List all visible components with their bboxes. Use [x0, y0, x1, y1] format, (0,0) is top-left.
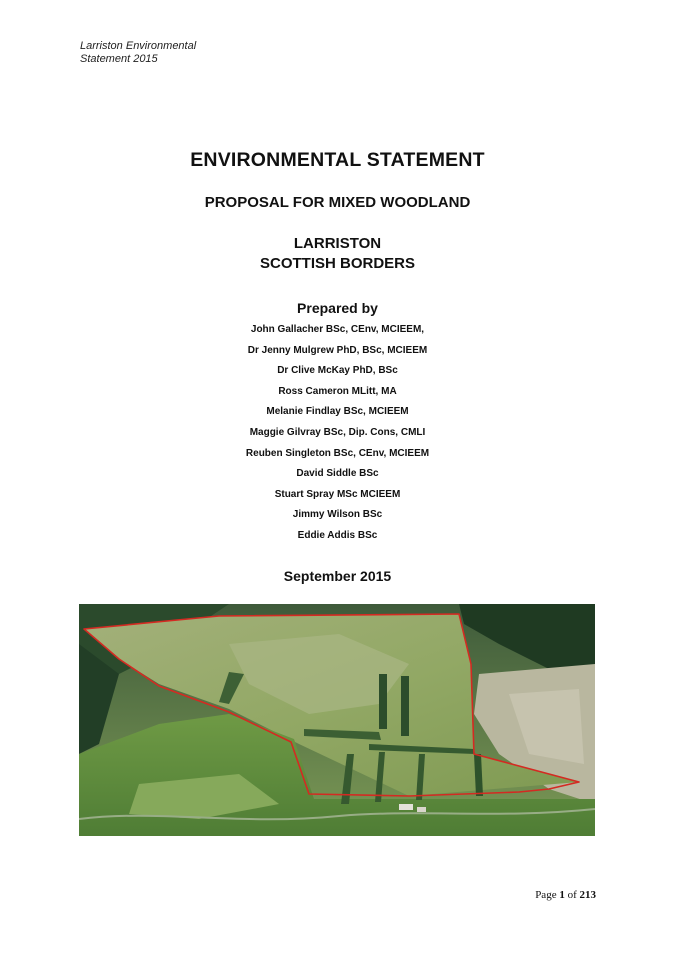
document-title: ENVIRONMENTAL STATEMENT — [190, 149, 485, 171]
document-header-note — [80, 40, 196, 66]
author-item: Reuben Singleton BSc, CEnv, MCIEEM — [245, 447, 430, 459]
document-subtitle: PROPOSAL FOR MIXED WOODLAND — [204, 194, 471, 211]
farm-building-1 — [399, 804, 413, 810]
document-date: September 2015 — [283, 568, 392, 584]
header-line-2: Statement 2015 — [80, 53, 158, 65]
author-item: Stuart Spray MSc MCIEEM — [274, 488, 401, 500]
author-item: Maggie Gilvray BSc, Dip. Cons, CMLI — [249, 426, 426, 438]
location-line-1: LARRISTON — [293, 235, 382, 252]
authors-list — [0, 323, 675, 550]
prepared-by-heading: Prepared by — [297, 300, 378, 316]
location-block — [0, 234, 675, 274]
page-footer — [535, 889, 596, 901]
shelterbelt-2 — [401, 676, 409, 736]
of-word: of — [567, 889, 577, 901]
author-item: Dr Jenny Mulgrew PhD, BSc, MCIEEM — [247, 344, 428, 356]
author-item: Ross Cameron MLitt, MA — [278, 385, 397, 397]
author-item: Melanie Findlay BSc, MCIEEM — [266, 406, 409, 418]
page-current: 1 — [559, 889, 565, 901]
aerial-site-photo — [79, 604, 595, 836]
author-item: Dr Clive McKay PhD, BSc — [277, 365, 398, 377]
farm-building-2 — [417, 807, 426, 812]
author-item: John Gallacher BSc, CEnv, MCIEEM, — [250, 324, 425, 335]
author-item: Jimmy Wilson BSc — [292, 509, 383, 521]
page-total: 213 — [579, 889, 596, 901]
location-line-2: SCOTTISH BORDERS — [259, 255, 415, 272]
header-line-1: Larriston Environmental — [80, 40, 197, 52]
shelterbelt-1 — [379, 674, 387, 729]
author-item: Eddie Addis BSc — [297, 529, 378, 541]
author-item: David Siddle BSc — [296, 468, 379, 480]
page-word: Page — [535, 889, 557, 901]
